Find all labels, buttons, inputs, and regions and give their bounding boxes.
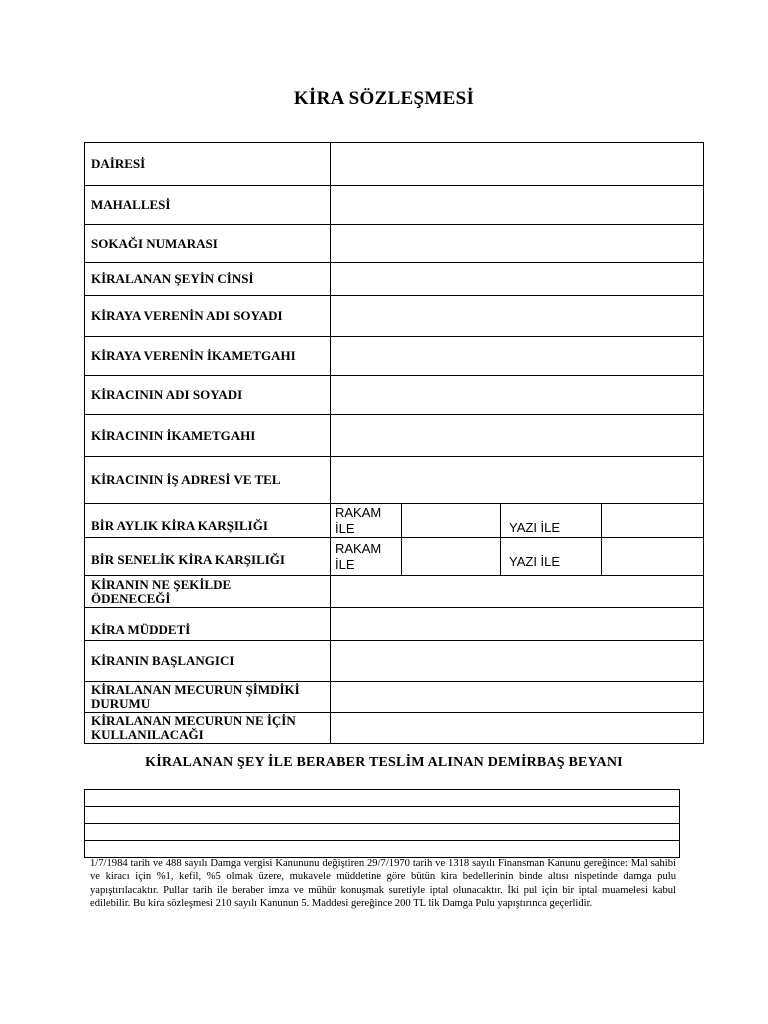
field-kira-muddeti[interactable] (331, 608, 704, 641)
field-kiranin-ne-sekilde-odenecegi[interactable] (331, 576, 704, 608)
field-mahallesi[interactable] (331, 186, 704, 225)
label-kiracinin-ikametgahi: KİRACININ İKAMETGAHI (85, 415, 331, 457)
ile-label: İLE (335, 520, 355, 536)
label-kira-muddeti: KİRA MÜDDETİ (85, 608, 331, 641)
field-kiracinin-is-adresi-ve-tel[interactable] (331, 457, 704, 504)
label-mecurun-simdiki-durumu (85, 682, 331, 713)
ile-label: İLE (335, 556, 355, 572)
label-dairesi: DAİRESİ (85, 143, 331, 186)
field-yearly-rakam[interactable] (402, 538, 501, 576)
inventory-row[interactable] (85, 824, 680, 841)
label-sokagi-numarasi: SOKAĞI NUMARASI (85, 225, 331, 263)
field-monthly-rakam[interactable] (402, 504, 501, 538)
document-title: KİRA SÖZLEŞMESİ (293, 88, 475, 109)
label-bir-senelik-kira-karsiligi: BİR SENELİK KİRA KARŞILIĞI (85, 538, 331, 576)
field-kiracinin-adi-soyadi[interactable] (331, 376, 704, 415)
label-line: KULLANILACAĞI (91, 727, 204, 742)
field-monthly-yazi[interactable] (602, 504, 704, 538)
contract-form-table (84, 142, 704, 744)
label-line: KİRALANAN MECURUN ŞİMDİKİ (91, 682, 300, 697)
label-kiracinin-adi-soyadi: KİRACININ ADI SOYADI (85, 376, 331, 415)
label-kiralanan-seyin-cinsi: KİRALANAN ŞEYİN CİNSİ (85, 263, 331, 296)
label-kiraya-verenin-ikametgahi: KİRAYA VERENİN İKAMETGAHI (85, 337, 331, 376)
rakam-ile-label-yearly (331, 538, 402, 576)
label-mecurun-ne-icin-kullanilacagi (85, 713, 331, 744)
field-sokagi-numarasi[interactable] (331, 225, 704, 263)
inventory-row[interactable] (85, 790, 680, 807)
inventory-section-title: KİRALANAN ŞEY İLE BERABER TESLİM ALINAN DEMİRBAŞ BEYANI (145, 755, 623, 770)
field-kiracinin-ikametgahi[interactable] (331, 415, 704, 457)
field-yearly-yazi[interactable] (602, 538, 704, 576)
label-bir-aylik-kira-karsiligi: BİR AYLIK KİRA KARŞILIĞI (85, 504, 331, 538)
stamp-duty-note: 1/7/1984 tarih ve 488 sayılı Damga vergisi Kanununu değiştiren 29/7/1970 tarih ve 1318 sayılı Finansman Kanunu gereğince: Mal sahibi ve kiracı için %1, kefil, %5 olmak üzere, mukavele müddetine göre bütün kira bedellerinin binde altısı nispetinde damga pulu yapıştırılacaktır. Pullar tarih ile beraber imza ve mühür konuşmak suretiyle iptal olunacaktır. İki pul için bir iptal muamelesi kabul edilebilir. Bu kira sözleşmesi 210 sayılı Kanunun 5. Maddesi gereğince 200 TL lik Damga Pulu yapıştırınca geçerlidir. (90, 858, 676, 909)
label-kiranin-baslangici: KİRANIN BAŞLANGICI (85, 641, 331, 682)
label-mahallesi: MAHALLESİ (85, 186, 331, 225)
field-dairesi[interactable] (331, 143, 704, 186)
rakam-label: RAKAM (335, 540, 382, 556)
label-line: ÖDENECEĞİ (91, 590, 171, 606)
label-line: DURUMU (91, 696, 151, 711)
label-kiracinin-is-adresi-ve-tel: KİRACININ İŞ ADRESİ VE TEL (85, 457, 331, 504)
field-kiraya-verenin-ikametgahi[interactable] (331, 337, 704, 376)
yazi-ile-label-monthly: YAZI İLE (501, 504, 602, 538)
inventory-row[interactable] (85, 841, 680, 858)
field-kiralanan-seyin-cinsi[interactable] (331, 263, 704, 296)
field-mecurun-ne-icin-kullanilacagi[interactable] (331, 713, 704, 744)
label-line: KİRANIN NE ŞEKİLDE (91, 576, 232, 592)
field-mecurun-simdiki-durumu[interactable] (331, 682, 704, 713)
inventory-row[interactable] (85, 807, 680, 824)
rakam-label: RAKAM (335, 504, 382, 520)
yazi-ile-label-yearly: YAZI İLE (501, 538, 602, 576)
field-kiraya-verenin-adi-soyadi[interactable] (331, 296, 704, 337)
inventory-table (84, 789, 680, 858)
label-line: KİRALANAN MECURUN NE İÇİN (91, 713, 296, 728)
rakam-ile-label-monthly (331, 504, 402, 538)
field-kiranin-baslangici[interactable] (331, 641, 704, 682)
label-kiraya-verenin-adi-soyadi: KİRAYA VERENİN ADI SOYADI (85, 296, 331, 337)
label-kiranin-ne-sekilde-odenecegi (85, 576, 331, 608)
